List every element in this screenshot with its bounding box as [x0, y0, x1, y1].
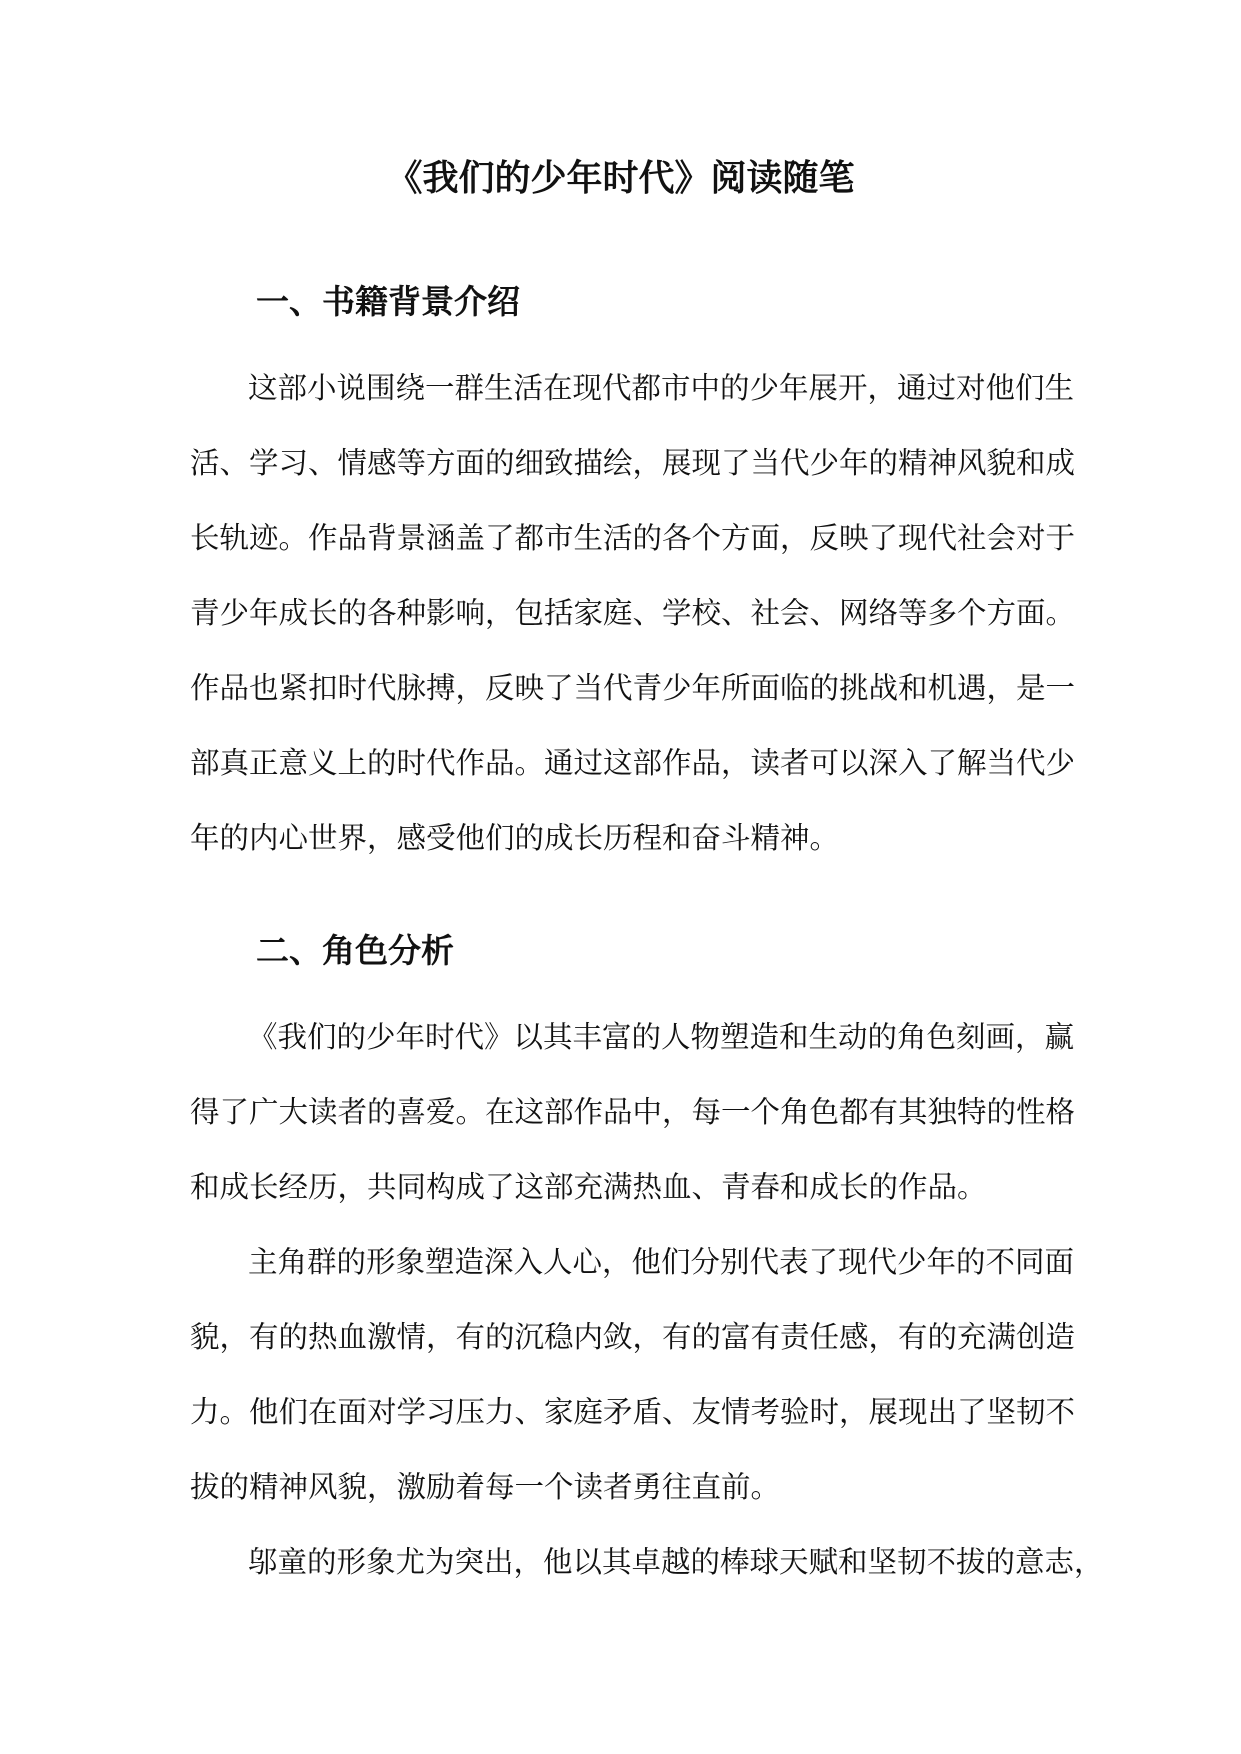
- paragraph-line: 拔的精神风貌，激励着每一个读者勇往直前。: [190, 1470, 781, 1504]
- paragraph-line: 《我们的少年时代》以其丰富的人物塑造和生动的角色刻画，赢: [248, 1020, 1075, 1054]
- paragraph-line: 长轨迹。作品背景涵盖了都市生活的各个方面，反映了现代社会对于: [190, 521, 1076, 555]
- paragraph-line: 力。他们在面对学习压力、家庭矛盾、友情考验时，展现出了坚韧不: [190, 1395, 1076, 1429]
- section-heading-characters: 二、角色分析: [256, 931, 454, 970]
- paragraph-line: 这部小说围绕一群生活在现代都市中的少年展开，通过对他们生: [248, 371, 1075, 405]
- paragraph-line: 年的内心世界，感受他们的成长历程和奋斗精神。: [190, 821, 840, 855]
- paragraph-line: 作品也紧扣时代脉搏，反映了当代青少年所面临的挑战和机遇，是一: [190, 671, 1076, 705]
- page-title: 《我们的少年时代》阅读随笔: [386, 157, 855, 199]
- paragraph-line: 部真正意义上的时代作品。通过这部作品，读者可以深入了解当代少: [190, 746, 1076, 780]
- paragraph-line: 貌，有的热血激情，有的沉稳内敛，有的富有责任感，有的充满创造: [190, 1320, 1076, 1354]
- paragraph-line: 和成长经历，共同构成了这部充满热血、青春和成长的作品。: [190, 1170, 987, 1204]
- paragraph-line: 活、学习、情感等方面的细致描绘，展现了当代少年的精神风貌和成: [190, 446, 1076, 480]
- paragraph-line: 邬童的形象尤为突出，他以其卓越的棒球天赋和坚韧不拔的意志，: [248, 1545, 1104, 1579]
- paragraph-line: 主角群的形象塑造深入人心，他们分别代表了现代少年的不同面: [248, 1245, 1075, 1279]
- paragraph-line: 得了广大读者的喜爱。在这部作品中，每一个角色都有其独特的性格: [190, 1095, 1076, 1129]
- section-heading-background: 一、书籍背景介绍: [256, 282, 520, 321]
- paragraph-line: 青少年成长的各种影响，包括家庭、学校、社会、网络等多个方面。: [190, 596, 1076, 630]
